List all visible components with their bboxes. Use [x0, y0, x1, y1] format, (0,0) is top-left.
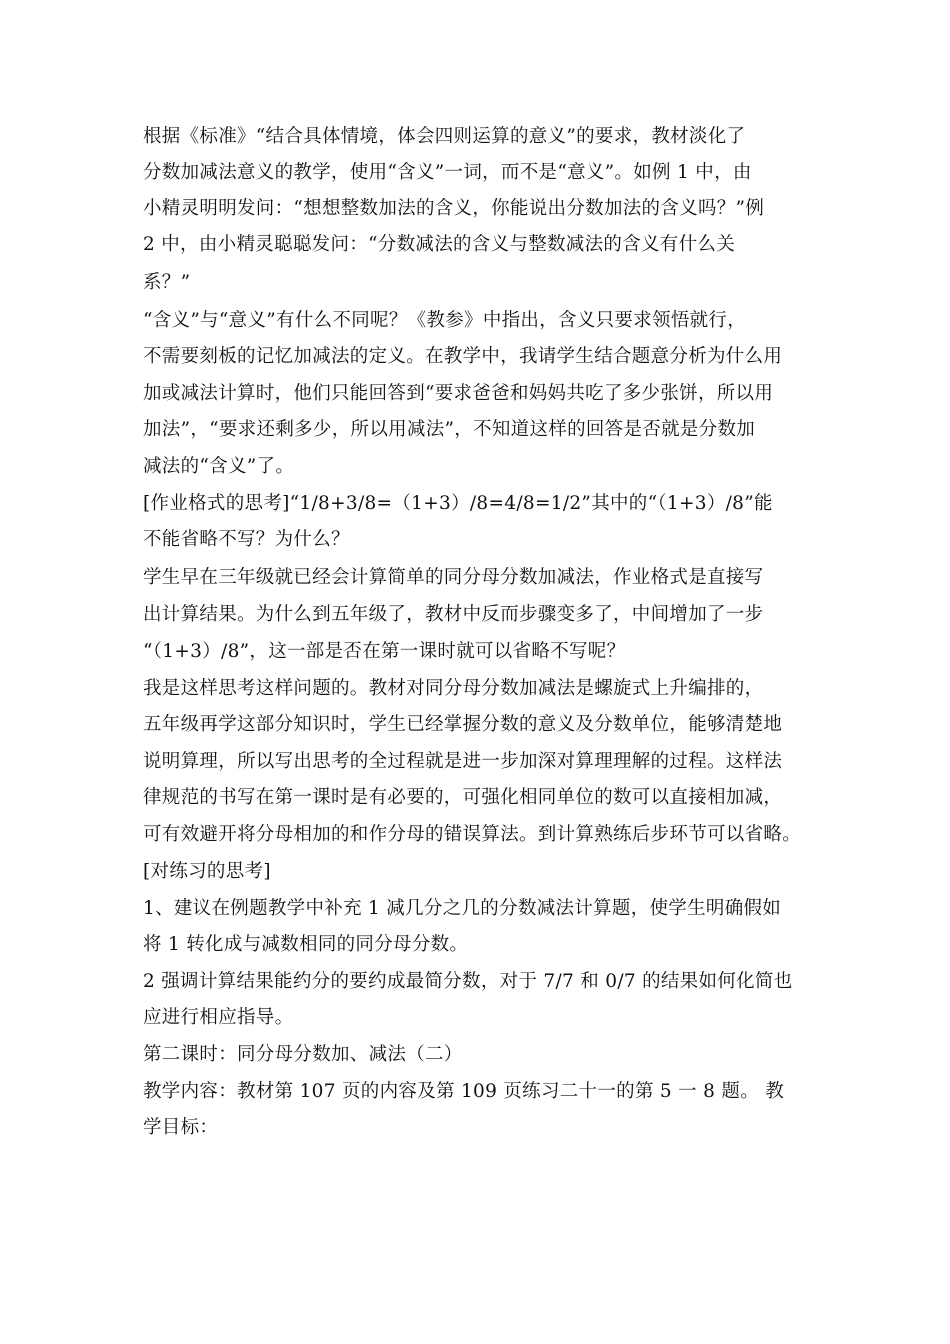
text-line: 根据《标准》“结合具体情境，体会四则运算的意义”的要求，教材淡化了 — [143, 126, 746, 147]
text-line: “含义”与“意义”有什么不同呢？《教参》中指出，含义只要求领悟就行， — [143, 310, 747, 331]
text-line: [对练习的思考] — [143, 861, 271, 882]
text-line: 教学内容：教材第 107 页的内容及第 109 页练习二十一的第 5 一 8 题。 教 — [143, 1081, 784, 1102]
text-line: 学生早在三年级就已经会计算简单的同分母分数加减法，作业格式是直接写 — [143, 567, 764, 588]
text-line: 加法”，“要求还剩多少，所以用减法”，不知道这样的回答是否就是分数加 — [143, 419, 756, 440]
text-line: 说明算理，所以写出思考的全过程就是进一步加深对算理理解的过程。这样法 — [143, 751, 783, 772]
text-line: “（1+3）/8”，这一部是否在第一课时就可以省略不写呢？ — [143, 641, 626, 662]
text-line: 可有效避开将分母相加的和作分母的错误算法。到计算熟练后步环节可以省略。 — [143, 824, 802, 845]
text-line: 2 强调计算结果能约分的要约成最简分数，对于 7/7 和 0/7 的结果如何化简也 — [143, 971, 793, 992]
text-line: 应进行相应指导。 — [143, 1007, 294, 1028]
text-line: 将 1 转化成与减数相同的同分母分数。 — [143, 934, 469, 955]
text-line: [作业格式的思考]“1/8+3/8=（1+3）/8=4/8=1/2”其中的“（1+3）/8”能 — [143, 493, 773, 514]
text-line: 不需要刻板的记忆加减法的定义。在教学中，我请学生结合题意分析为什么用 — [143, 346, 783, 367]
text-line: 不能省略不写？为什么？ — [143, 529, 350, 550]
text-line: 五年级再学这部分知识时，学生已经掌握分数的意义及分数单位，能够清楚地 — [143, 714, 783, 735]
text-line: 学目标： — [143, 1117, 219, 1138]
text-line: 1、建议在例题教学中补充 1 减几分之几的分数减法计算题，使学生明确假如 — [143, 898, 782, 919]
text-line: 2 中，由小精灵聪聪发问：“分数减法的含义与整数减法的含义有什么关 — [143, 234, 736, 255]
text-line: 系？” — [143, 272, 191, 293]
text-line: 小精灵明明发问：“想想整数加法的含义，你能说出分数加法的含义吗？”例 — [143, 198, 765, 219]
text-line: 律规范的书写在第一课时是有必要的，可强化相同单位的数可以直接相加减， — [143, 787, 783, 808]
text-line: 我是这样思考这样问题的。教材对同分母分数加减法是螺旋式上升编排的， — [143, 678, 764, 699]
text-line: 分数加减法意义的教学，使用“含义”一词，而不是“意义”。如例 1 中，由 — [143, 162, 752, 183]
text-line: 减法的“含义”了。 — [143, 456, 295, 477]
text-line: 出计算结果。为什么到五年级了，教材中反而步骤变多了，中间增加了一步 — [143, 604, 764, 625]
text-line: 加或减法计算时，他们只能回答到“要求爸爸和妈妈共吃了多少张饼，所以用 — [143, 383, 774, 404]
text-line: 第二课时：同分母分数加、减法（二） — [143, 1044, 463, 1065]
